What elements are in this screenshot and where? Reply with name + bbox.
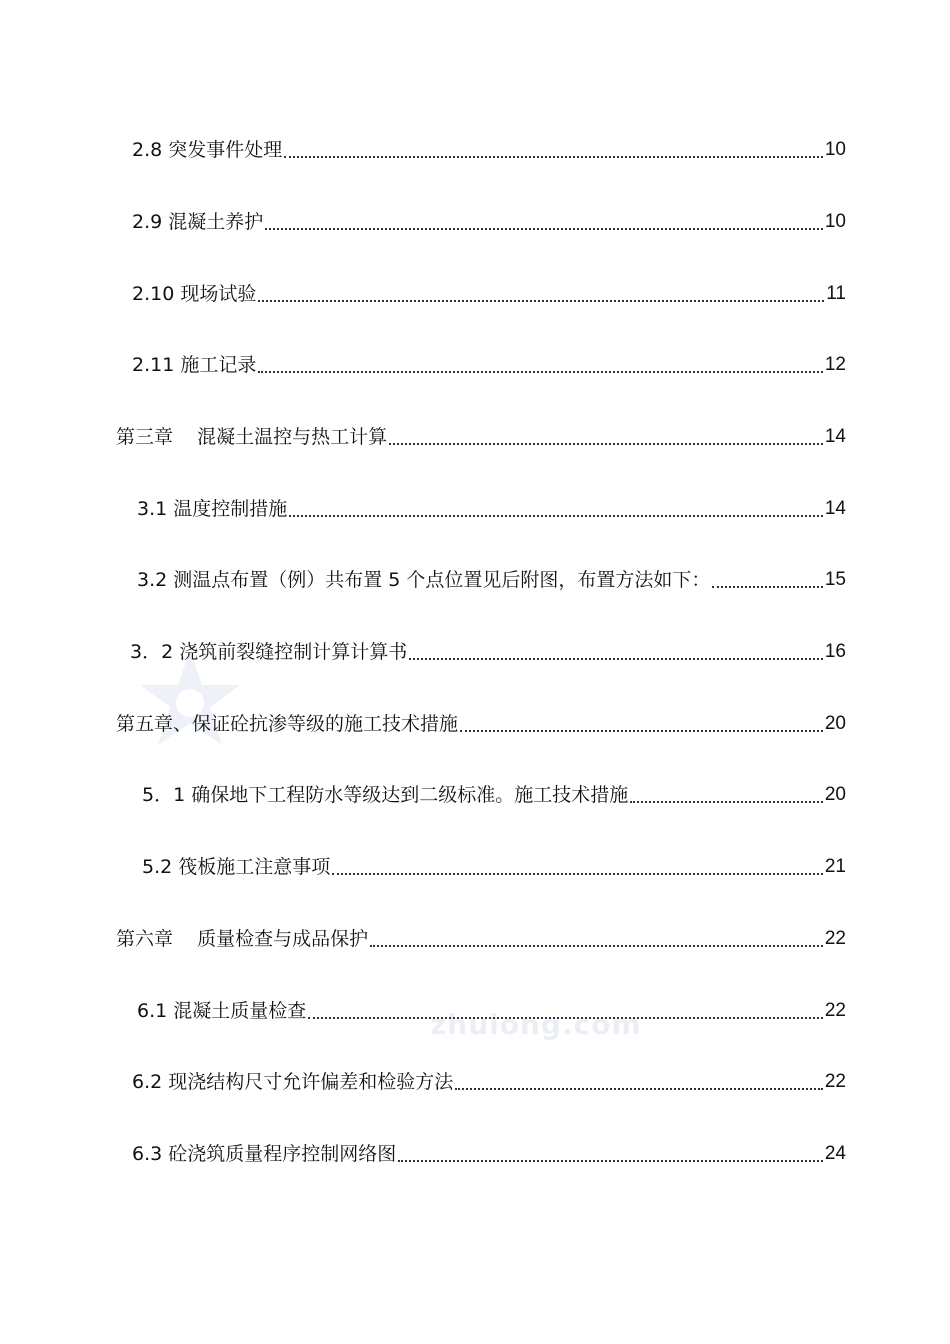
toc-dot-leader (370, 945, 823, 947)
toc-dot-leader (460, 730, 823, 732)
toc-page-number: 14 (824, 498, 846, 519)
toc-page-number: 16 (824, 641, 846, 662)
toc-dot-leader (284, 156, 823, 158)
toc-entry-title: 3．2 浇筑前裂缝控制计算计算书 (130, 641, 408, 663)
toc-dot-leader (389, 443, 823, 445)
toc-entry[interactable] (132, 279, 846, 309)
toc-entry-title: 5.2 筏板施工注意事项 (142, 856, 331, 878)
toc-page-number: 15 (824, 569, 846, 590)
toc-entry-title: 6.3 砼浇筑质量程序控制网络图 (132, 1143, 397, 1165)
toc-entry-title: 2.11 施工记录 (132, 354, 257, 376)
toc-entry-title: 第五章、保证砼抗渗等级的施工技术措施 (116, 713, 459, 735)
toc-page-number: 21 (824, 856, 846, 877)
toc-dot-leader (258, 371, 823, 373)
toc-dot-leader (258, 300, 824, 302)
toc-entry[interactable] (132, 1139, 846, 1169)
toc-dot-leader (409, 658, 823, 660)
toc-dot-leader (712, 586, 822, 588)
toc-entry[interactable] (116, 924, 846, 954)
toc-page-number: 11 (826, 283, 846, 304)
toc-dot-leader (265, 228, 823, 230)
toc-dot-leader (308, 1017, 823, 1019)
toc-page-number: 22 (824, 1071, 846, 1092)
toc-entry-title: 3.1 温度控制措施 (137, 498, 288, 520)
toc-entry-title: 5．1 确保地下工程防水等级达到二级标准。施工技术措施 (142, 784, 629, 806)
toc-page-number: 22 (824, 1000, 846, 1021)
toc-dot-leader (398, 1160, 823, 1162)
toc-entry-title: 2.10 现场试验 (132, 283, 257, 305)
toc-entry[interactable] (132, 1067, 846, 1097)
toc-page-number: 14 (824, 426, 846, 447)
toc-entry[interactable] (137, 996, 846, 1026)
toc-entry-title: 第三章 混凝土温控与热工计算 (116, 426, 388, 448)
toc-entry[interactable] (142, 852, 846, 882)
toc-page-number: 10 (824, 211, 846, 232)
toc-entry[interactable] (132, 350, 846, 380)
toc-page-number: 24 (824, 1143, 846, 1164)
toc-dot-leader (332, 873, 823, 875)
toc-entry[interactable] (132, 207, 846, 237)
toc-entry[interactable] (137, 565, 846, 595)
watermark-text: zhulong.com (430, 1008, 642, 1041)
toc-page-number: 22 (824, 928, 846, 949)
toc-entry-title: 2.8 突发事件处理 (132, 139, 283, 161)
toc-entry[interactable] (142, 780, 846, 810)
toc-entry[interactable] (132, 135, 846, 165)
toc-entry[interactable] (137, 494, 846, 524)
toc-entry-title: 3.2 测温点布置（例）共布置 5 个点位置见后附图，布置方法如下： (137, 569, 711, 591)
toc-dot-leader (630, 801, 823, 803)
toc-page-number: 10 (824, 139, 846, 160)
toc-entry-title: 第六章 质量检查与成品保护 (116, 928, 369, 950)
toc-entry[interactable] (130, 637, 846, 667)
toc-entry[interactable] (116, 709, 846, 739)
toc-entry-title: 6.2 现浇结构尺寸允许偏差和检验方法 (132, 1071, 454, 1093)
toc-entry[interactable] (116, 422, 846, 452)
toc-page-number: 12 (824, 354, 846, 375)
toc-dot-leader (289, 515, 823, 517)
toc-entry-title: 2.9 混凝土养护 (132, 211, 264, 233)
toc-entry-title: 6.1 混凝土质量检查 (137, 1000, 307, 1022)
toc-page-number: 20 (824, 713, 846, 734)
toc-dot-leader (455, 1088, 823, 1090)
toc-page-number: 20 (824, 784, 846, 805)
